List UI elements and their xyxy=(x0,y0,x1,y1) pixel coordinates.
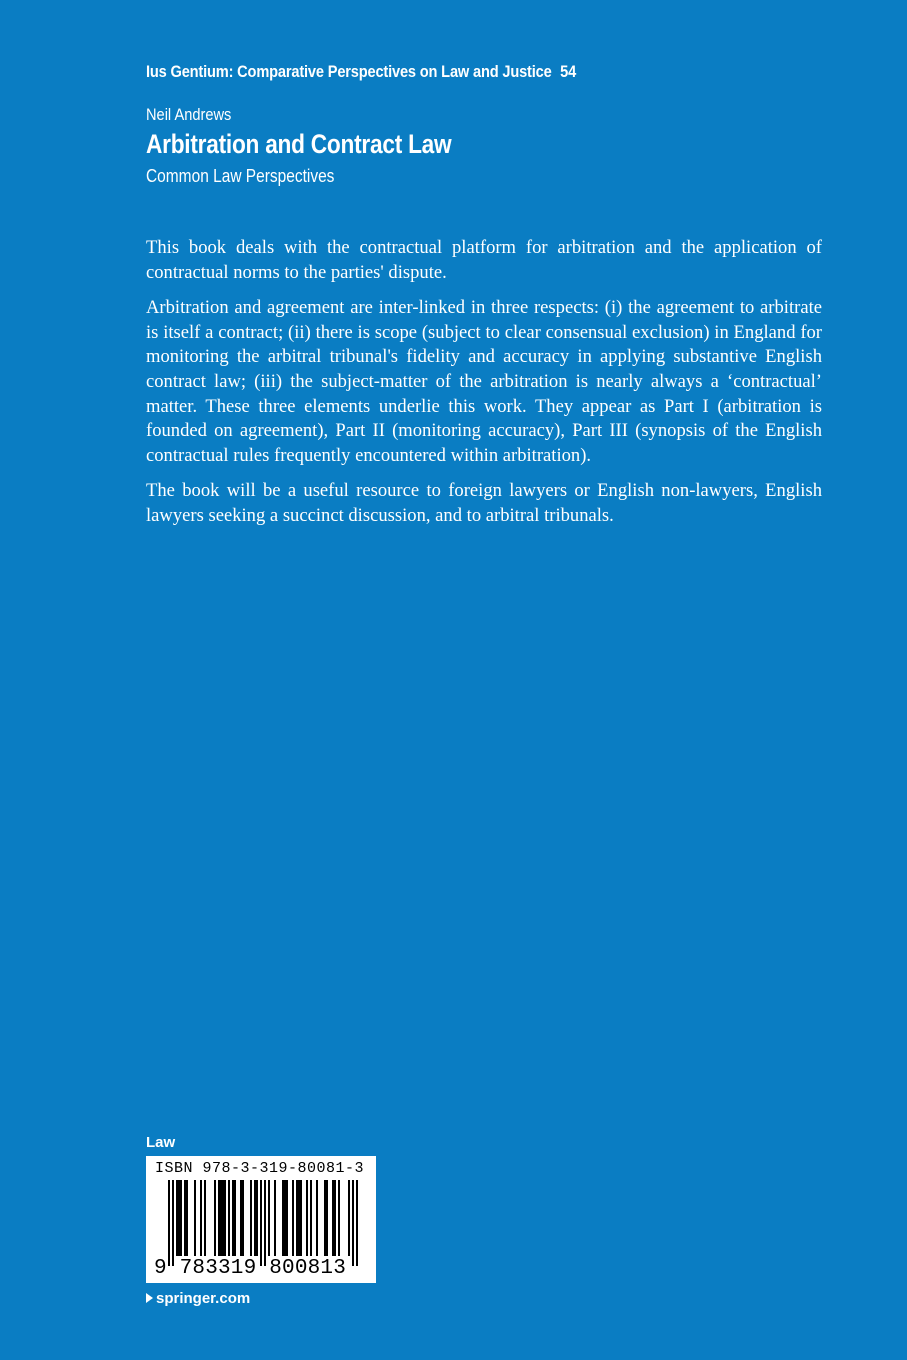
barcode-bar xyxy=(332,1180,336,1256)
category-label: Law xyxy=(146,1134,176,1151)
series-number: 54 xyxy=(560,62,577,81)
arrow-right-icon xyxy=(146,1293,153,1303)
author-name: Neil Andrews xyxy=(146,105,232,124)
publisher-link[interactable] xyxy=(146,1290,250,1307)
series-line xyxy=(146,62,576,82)
barcode-bar xyxy=(310,1180,312,1256)
book-title: Arbitration and Contract Law xyxy=(146,129,452,159)
barcode-bar xyxy=(228,1180,230,1256)
barcode-bar xyxy=(292,1180,294,1256)
barcode-bar xyxy=(338,1180,340,1256)
blurb-paragraph-1: This book deals with the contractual platform for arbitration and the application of contractual norms to the parties' dispute. xyxy=(146,237,822,283)
book-subtitle: Common Law Perspectives xyxy=(146,166,335,186)
barcode-bar xyxy=(324,1180,328,1256)
barcode-bar xyxy=(250,1180,252,1256)
barcode-bar xyxy=(218,1180,226,1256)
barcode-bar xyxy=(232,1180,236,1256)
barcode-bar xyxy=(184,1180,188,1256)
barcode-bar xyxy=(296,1180,302,1256)
barcode-bar xyxy=(356,1180,358,1266)
barcode-bar xyxy=(352,1180,354,1266)
blurb xyxy=(146,236,822,540)
barcode-bar xyxy=(172,1180,174,1266)
barcode-bar xyxy=(316,1180,318,1256)
barcode-bar xyxy=(254,1180,258,1256)
blurb-paragraph-3: The book will be a useful resource to foreign lawyers or English non-lawyers, English lawyers seeking a succinct discussion, and to arbitral tribunals. xyxy=(146,480,822,526)
barcode-bar xyxy=(176,1180,182,1256)
publisher-website: springer.com xyxy=(156,1290,251,1307)
barcode-bar xyxy=(168,1180,170,1266)
barcode-bar xyxy=(200,1180,202,1256)
barcode-bar xyxy=(240,1180,244,1256)
blurb-paragraph-2: Arbitration and agreement are inter-linked in three respects: (i) the agreement to arbitrate is itself a contract; (ii) there is scope (subject to clear consensual exclusion) in England for monitoring the arbitral tribunal's fidelity and accuracy in applying substantive English contract law; (iii) the subject-matter of the arbitration is nearly always a ‘contractual’ matter. These three elements underlie this work. They appear as Part I (arbitration is founded on agreement), Part II (monitoring accuracy), Part III (synopsis of the English contractual rules frequently encountered within arbitration). xyxy=(146,297,822,466)
barcode-bar xyxy=(268,1180,270,1256)
series-name: Ius Gentium: Comparative Perspectives on Law and Justice xyxy=(146,62,552,81)
barcode-bar xyxy=(260,1180,262,1266)
barcode-bar xyxy=(264,1180,266,1266)
isbn-label: ISBN 978-3-319-80081-3 xyxy=(155,1160,365,1177)
barcode-bar xyxy=(306,1180,308,1256)
barcode-bar xyxy=(274,1180,276,1256)
barcode-bar xyxy=(204,1180,206,1256)
ean-digits: 9 783319 800813 xyxy=(154,1257,347,1280)
barcode xyxy=(146,1156,376,1283)
barcode-bar xyxy=(194,1180,196,1256)
barcode-bar xyxy=(214,1180,216,1256)
barcode-bar xyxy=(348,1180,350,1256)
barcode-bar xyxy=(282,1180,288,1256)
